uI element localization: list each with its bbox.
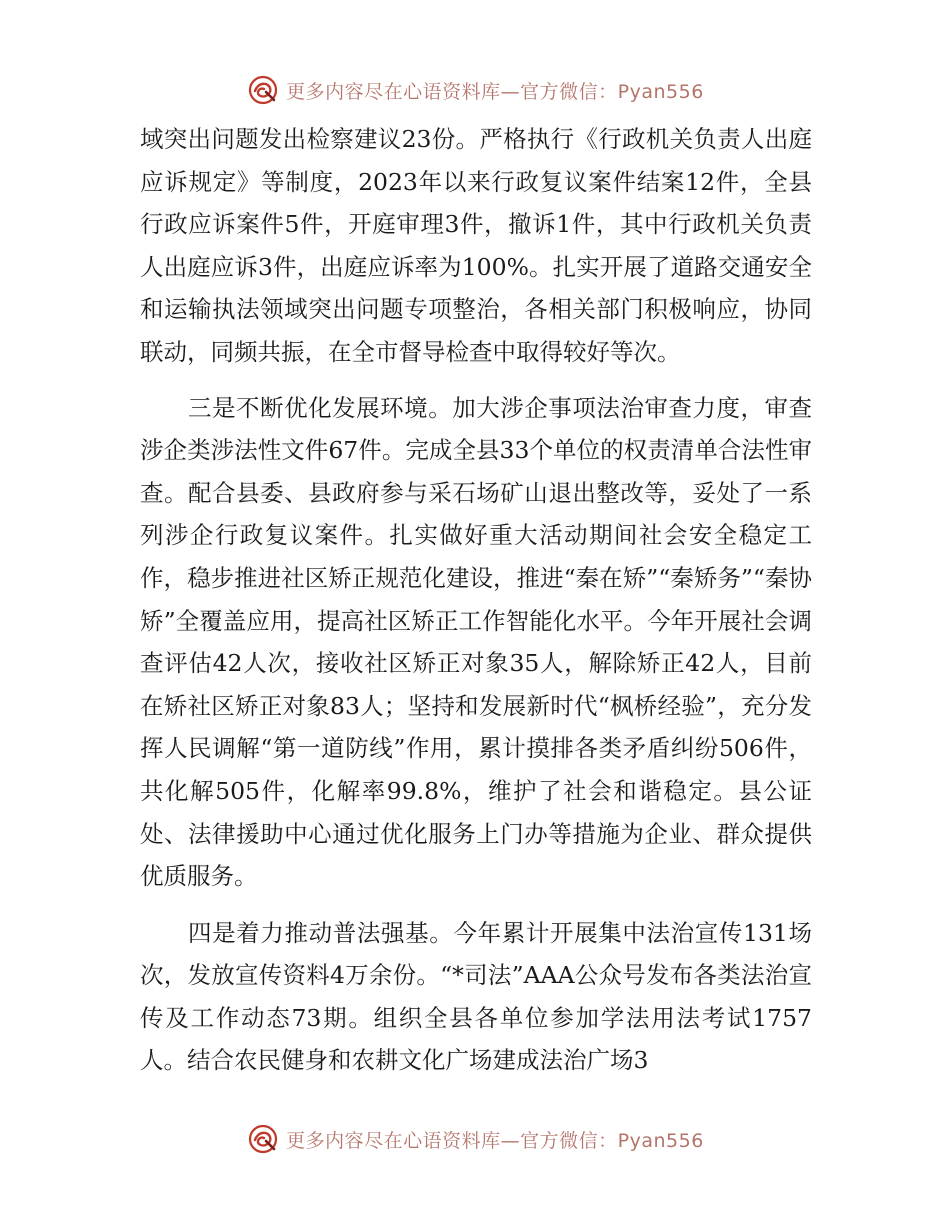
logo-icon bbox=[246, 1122, 280, 1156]
watermark-text: 更多内容尽在心语资料库—官方微信：Pyan556 bbox=[286, 1129, 704, 1152]
watermark-text: 更多内容尽在心语资料库—官方微信：Pyan556 bbox=[286, 80, 704, 103]
paragraph-optimize-environment: 三是不断优化发展环境。加大涉企事项法治审查力度，审查涉企类涉法性文件67件。完成全县33个单位的权责清单合法性审查。配合县委、县政府参与采石场矿山退出整改等，妥处了一系列涉企行政复议案件。扎实做好重大活动期间社会安全稳定工作，稳步推进社区矫正规范化建设，推进“秦在矫”“秦矫务”“秦协矫”全覆盖应用，提高社区矫正工作智能化水平。今年开展社会调查评估42人次，接收社区矫正对象35人，解除矫正42人，目前在矫社区矫正对象83人；坚持和发展新时代“枫桥经验”，充分发挥人民调解“第一道防线”作用，累计摸排各类矛盾纠纷506件，共化解505件，化解率99.8%，维护了社会和谐稳定。县公证处、法律援助中心通过优化服务上门办等措施为企业、群众提供优质服务。 bbox=[140, 393, 812, 891]
logo-icon bbox=[246, 73, 280, 107]
watermark-banner-bottom bbox=[0, 1119, 950, 1159]
paragraph-legal-publicity: 四是着力推动普法强基。今年累计开展集中法治宣传131场次，发放宣传资料4万余份。“*司法”AAA公众号发布各类法治宣传及工作动态73期。组织全县各单位参加学法用法考试1757人。结合农民健身和农耕文化广场建成法治广场3 bbox=[140, 918, 812, 1075]
watermark-banner-top bbox=[0, 70, 950, 110]
paragraph-continued: 域突出问题发出检察建议23份。严格执行《行政机关负责人出庭应诉规定》等制度，2023年以来行政复议案件结案12件，全县行政应诉案件5件，开庭审理3件，撤诉1件，其中行政机关负责人出庭应诉3件，出庭应诉率为100%。扎实开展了道路交通安全和运输执法领域突出问题专项整治，各相关部门积极响应，协同联动，同频共振，在全市督导检查中取得较好等次。 bbox=[140, 125, 812, 366]
document-body bbox=[140, 118, 812, 1082]
